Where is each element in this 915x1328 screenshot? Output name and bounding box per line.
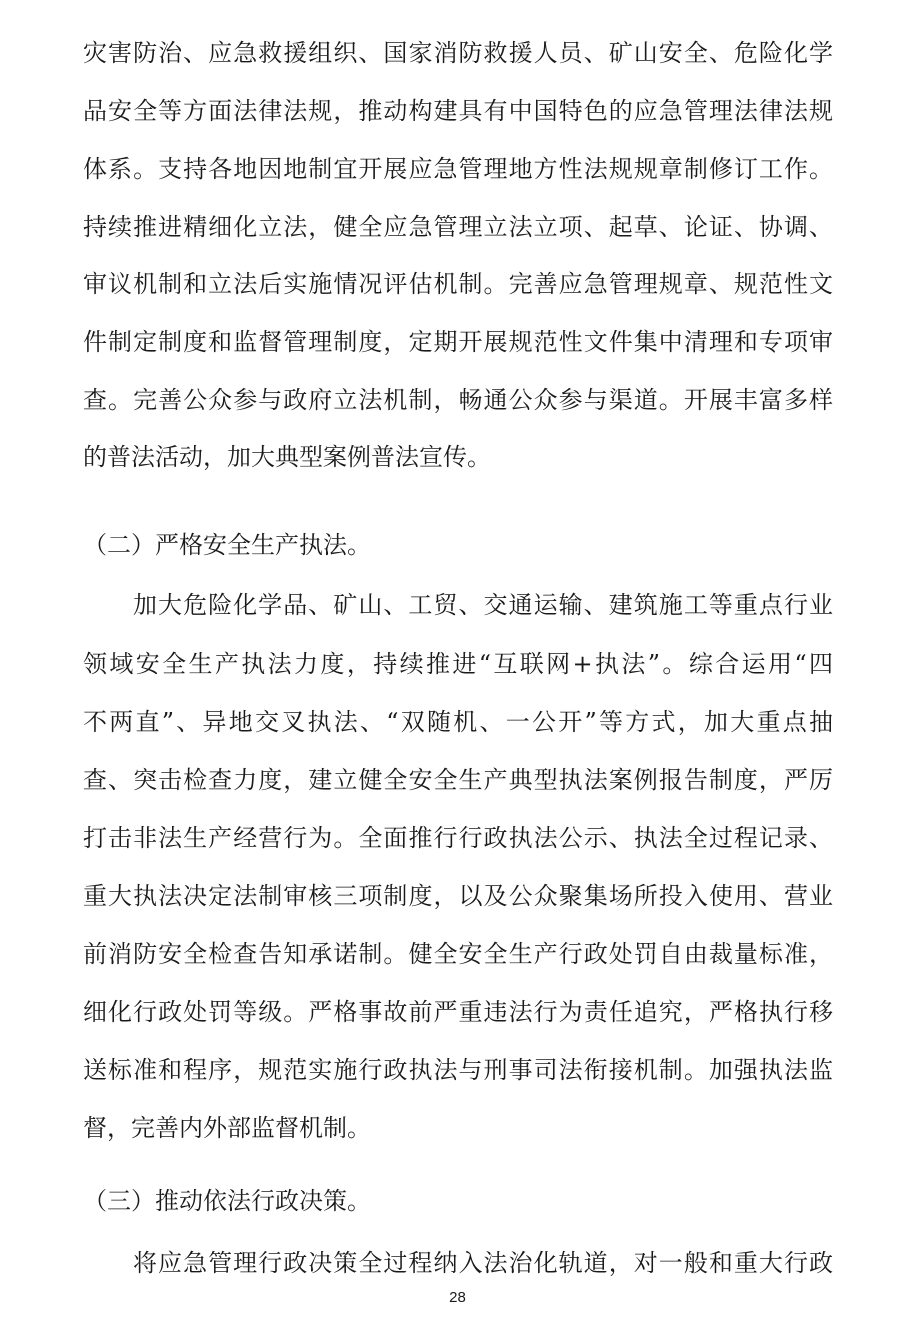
paragraph-line: 灾害防治、应急救援组织、国家消防救援人员、矿山安全、危险化学 <box>83 39 833 67</box>
paragraph-line: 督，完善内外部监督机制。 <box>83 1114 371 1142</box>
section-heading-2: （二）严格安全生产执法。 <box>83 531 371 559</box>
paragraph-line: 查。完善公众参与政府立法机制，畅通公众参与渠道。开展丰富多样 <box>83 386 833 414</box>
paragraph-line: 品安全等方面法律法规，推动构建具有中国特色的应急管理法律法规 <box>83 97 833 125</box>
paragraph-line: 查、突击检查力度，建立健全安全生产典型执法案例报告制度，严厉 <box>83 766 833 794</box>
paragraph-line: 送标准和程序，规范实施行政执法与刑事司法衔接机制。加强执法监 <box>83 1056 833 1084</box>
paragraph-line: 的普法活动，加大典型案例普法宣传。 <box>83 443 491 471</box>
paragraph-line: 细化行政处罚等级。严格事故前严重违法行为责任追究，严格执行移 <box>83 998 833 1026</box>
paragraph-line: 加大危险化学品、矿山、工贸、交通运输、建筑施工等重点行业 <box>133 591 833 619</box>
paragraph-line: 不两直”、异地交叉执法、“双随机、一公开”等方式，加大重点抽 <box>83 708 833 736</box>
section-heading-3: （三）推动依法行政决策。 <box>83 1187 371 1215</box>
paragraph-line: 将应急管理行政决策全过程纳入法治化轨道，对一般和重大行政 <box>133 1249 833 1277</box>
paragraph-line: 审议机制和立法后实施情况评估机制。完善应急管理规章、规范性文 <box>83 270 833 298</box>
paragraph-line: 领域安全生产执法力度，持续推进“互联网+执法”。综合运用“四 <box>83 650 833 678</box>
paragraph-line: 打击非法生产经营行为。全面推行行政执法公示、执法全过程记录、 <box>83 824 833 852</box>
paragraph-line: 持续推进精细化立法，健全应急管理立法立项、起草、论证、协调、 <box>83 213 833 241</box>
page-number: 28 <box>449 1289 466 1306</box>
paragraph-line: 件制定制度和监督管理制度，定期开展规范性文件集中清理和专项审 <box>83 328 833 356</box>
paragraph-line: 前消防安全检查告知承诺制。健全安全生产行政处罚自由裁量标准， <box>83 940 833 968</box>
paragraph-line: 体系。支持各地因地制宜开展应急管理地方性法规规章制修订工作。 <box>83 155 833 183</box>
paragraph-line: 重大执法决定法制审核三项制度，以及公众聚集场所投入使用、营业 <box>83 882 833 910</box>
